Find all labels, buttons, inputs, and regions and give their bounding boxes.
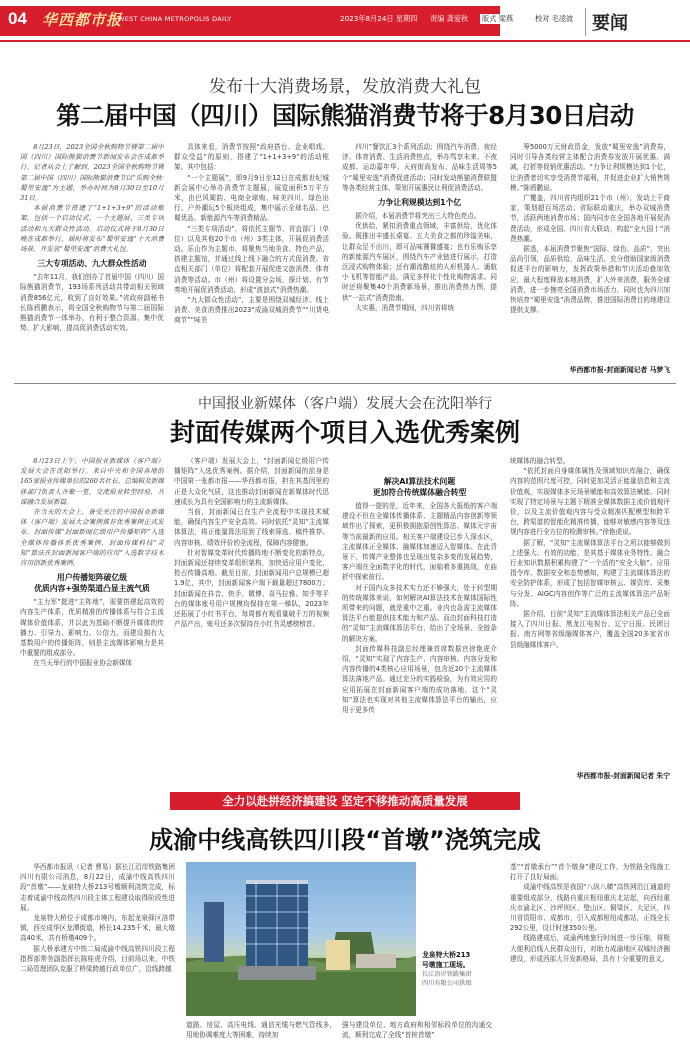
story2-subhead-2: 解决AI算法技术问题 更加符合传统媒体融合转型	[372, 477, 467, 497]
story3-paragraph: 道路、房屋、高压电线、通信光缆与燃气管线多，用地协调难度大等困难，持续加	[186, 1021, 336, 1040]
story2-paragraph: 值得一提的是，近年来，全国各大报纸的客户端建设不但在全媒体传播体系、主题精品内容创新等领域作出了探索，更积极拥抱原创性算法、媒体元宇宙等当前最新的应用。相关客户端建设已步入深水区，主流媒体正全媒体、融媒体加速迈入智媒体。在此背景下，传媒产业整体也呈现出复杂多变的发展趋势，客户端在全面数字化的时代，面临着多重挑战，在曲折中探索前行。	[342, 502, 497, 582]
photo-caption-credit: 长江沿岸铁路集团四川有限公司供图	[422, 971, 472, 987]
story3-banner-text: 全力以赴拼经济搞建设 坚定不移推动高质量发展	[222, 794, 468, 808]
story3-paragraph: 基”“首墩承台”“首个墩身”建设工作，为铁路全线施工打开了良好局面。	[510, 863, 670, 882]
story3-paragraph: 强与建设单位、地方政府和相邻标段单位的沟通交流，顺利完成了全线“首桩首墩”	[342, 1021, 492, 1040]
story1-lead-2: 本届消费节搭建了“1+1+3+9”的活动框架，包括一个启动仪式、一个主题展、三类专项活动和九大群众性活动。启动仪式将于8月30日晚在成都举行，届时将发布“蜀里安逸”十大消费场景，并发放“蜀里安逸”消费大礼包。	[20, 204, 164, 254]
header-date: 2023年8月24日 星期四	[340, 14, 418, 23]
story3-column-4	[510, 862, 670, 1044]
story2-paragraph: “主力军”挺进“主阵地”，需要搭建起高效的内容生产体系，优质精准的传播体系与符合主流媒体价值体系，并以此为基础不断提升媒体的传播力、引导力、影响力、公信力。而建设拥有大基数用户的传播矩阵，则是主流媒体影响力是其中重要的组成部分。	[20, 598, 164, 658]
story3-paragraph: 成渝中线高铁是我国“八纵八横”高铁网沿江通道的重要组成部分，线路自重庆枢纽重庆北站起，向西经重庆市渝北区、沙坪坝区、璧山区、铜梁区、大足区，四川省资阳市、成都市，引入成都枢纽成都站，正线全长292公里，设计时速350公里。	[510, 883, 670, 933]
story2-column-2	[174, 456, 329, 758]
story3-paragraph: 龙泉特大桥位于成都市境内，东起龙泉驿区洛带镇，西至成华区龙潭街道，桥长14.235千米，最大墩高40米，共有桥墩409个。	[20, 914, 175, 943]
story1-column-3	[342, 142, 497, 374]
header-editor: 责编 龚爱秋	[430, 14, 469, 23]
construction-photo	[186, 862, 416, 1016]
story2-paragraph: 据了解，“灵知”主流媒体算法平台之所以能够做到上述强大、有效的功能，是其基于媒体业务特性、融合行业知识数据积累构建了“一个活的”安全大脑”。应用指令库、数据安全和态势感知，构建了主流媒体算法的安全防护体系，形成了包括智媒审核云、媒资库、采集与分发、AIGC内容创作等广泛的主流媒体算法产品矩阵。	[510, 538, 670, 608]
bridge-pier-illustration	[186, 862, 416, 1016]
story2-lead-2: 在当天的大会上，备受关注的中国报业新媒体（客户端）发展大会案例推荐优秀案例正式发布。封面传媒“封面新闻亿级用户传播矩阵”入选全媒体传播体系优秀案例，封面传媒科技“灵知”算法在封面新闻客户端的应用”入选数字技术应用创新优秀案例。	[20, 508, 164, 568]
story2-byline: 华西都市报-封面新闻记者 朱宁	[576, 772, 670, 780]
story2-column-4	[510, 456, 670, 768]
story1-subhead-2: 力争让利规模达到1个亿	[377, 198, 462, 208]
story1-paragraph: 优供给，紧扣消费重点领域，丰富供给，优化体验。既推出丰盛长桌宴、五大美食之都的珍馐美味，让群众足不出川，即可品味饕餮盛宴；也有乐购乐享的新能源汽车展区，围绕汽车产业链进行展示，打造沉浸式购物体验；还有潮流酷炫的人形机器人、通航小飞机等智能产品，满足多样化个性化购物需求。同时还将聚集40个消费新场景，推出消费热力图，提供“一站式”消费指南。	[342, 222, 497, 302]
section-name: 要闻	[592, 13, 628, 34]
story1-column-2	[174, 142, 329, 374]
story2-paragraph: （客户端）发展大会上，“封面新闻亿级用户传播矩阵”入选优秀案例。据介绍，封面新闻的前身是中国第一张都市报——华西都市报，担在其基因里的正是大众化气质，这也推动封面新闻在新媒体时代迅速成长为具有全国影响力的主流新媒体。	[174, 457, 329, 506]
story2-column-1	[20, 456, 164, 758]
story1-kicker: 发布十大消费场景，发放消费大礼包	[209, 77, 481, 97]
page-number: 04	[8, 9, 27, 28]
story3-paragraph: 线路建成后，成渝两地旅行时间进一步压缩，将极大便利沿线人民群众出行，对助力成渝地区双城经济圈建设，形成西部大开发新格局，具有十分重要的意义。	[510, 934, 670, 963]
story1-paragraph: “去年11月，我们创办了首届中国（四川）国际熊猫消费节，193场系列活动共带动相关领域消费856亿元，收到了良好效果。”省政府副秘书长陈鸦鹏表示，将全国全秋购物节与第二届国际熊猫消费节一体举办，有利于整合资源、集中优势、扩大影响，提高促消费活动实效。	[20, 273, 164, 333]
header-proofreader: 校对 毛凌波	[535, 14, 574, 23]
masthead-english: WEST CHINA METROPOLIS DAILY	[118, 15, 232, 23]
story2-subhead-1: 用户传播矩阵破亿级 优质内容+强势渠道凸显主流气质	[34, 573, 150, 594]
story1-paragraph: “一个主题展”，即9月9日至12日在成都世纪城新会展中心举办消费节主题展，展览面积5万平方米，由巴风蜀韵、电商全球购、味美四川、绿色出行、户外潮玩5个板块组成，集中展示全球名品、巴蜀优品、新能源汽车等消费精品。	[174, 173, 329, 223]
masthead-logo: 华西都市报	[42, 11, 123, 29]
story3-banner	[170, 792, 520, 810]
story2-paragraph: 针对智媒变革时代传播阵地不断变化的新特点，封面新闻还持续变革组织架构，加快适应用户变化，抢占传播高地。截至目前，封面新闻用户总规模已超1.9亿，其中，封面新闻客户端下载量超过7800万；封面新闻在抖音、快手、微博、喜马拉雅、知乎等平台的媒体账号用户规模均保持在第一梯队，2023年还拓展了小红书平台，每周都有观看量破千万的视频产品产出，账号还多次保持在小红书灵感榜榜首。	[174, 548, 329, 629]
header-rule	[0, 40, 690, 42]
story2-paragraph: 封面传媒科技副总经理兼首席数据官徐艳虎介绍，“灵知”实现了内容生产、内容审核、内容分发和内容传播的4类核心应用场景，包含近20个主流媒体算法落地产品。通过充分的实践检验，为有效应用的应用拓展在封面新闻客户端的成功落地，这个“灵知”算法也实现对其他主流媒体算法平台的输出，应用于更多传	[342, 644, 497, 715]
photo-caption-title: 龙泉特大桥213号墩施工现场。	[422, 951, 471, 969]
section-rule	[14, 383, 676, 384]
story2-kicker: 中国报业新媒体（客户端）发展大会在沈阳举行	[198, 396, 492, 412]
header-designer: 版式 梁燕	[482, 14, 514, 23]
story3-headline: 成渝中线高铁四川段“首墩”浇筑完成	[149, 826, 541, 854]
story1-byline: 华西都市报-封面新闻记者 马梦飞	[569, 366, 670, 374]
page-header	[0, 0, 690, 46]
story2-paragraph: “依托封面自身媒体属性及领域知识库融合，确保内容的范围尺度可控，同时更加灵活正能量信息和主流价值观，实现媒体多元场景赋能和高效算法赋能。同时实现了特定场景与主题下精准全媒体数据主流价值观评价，以及主流价值观内容与受众精准匹配模型和跨平台，跨渠道的智能化精准传播，能够对敏感内容等及违规内容进行全方位的检测审核。”徐艳虎说。	[510, 467, 670, 537]
story1-paragraph: 据介绍，本届消费节将突出三大特色亮点。	[355, 212, 481, 221]
story2-paragraph: 据介绍，目前“灵知”主流媒体算法相关产品已全面接入了四川日报、黑龙江电视台、辽宁日报、民团日报、南方网等省级融媒体客户，覆盖全国20多家省市县级融媒体客户。	[510, 610, 670, 649]
story2-column-3	[342, 456, 497, 758]
story1-column-4	[510, 142, 670, 364]
story3-paragraph: 华西都市报讯（记者 曹易）据长江沿岸铁路集团四川有限公司消息，8月22日，成渝中线高铁四川段“首墩”——龙泉特大桥213号墩顺利浇筑完成，标志着成渝中线高铁四川段主体工程建设取得阶段性进展。	[20, 863, 175, 912]
story3-column-2	[186, 1020, 336, 1044]
story3-paragraph: 据大桥承建方中铁二局成渝中线高铁四川段工程指挥部常务副指挥长陈桂虎介绍，目前场以来，中铁二局管理团队克服了桥梁跨越行政单位广，沿线跨越	[20, 944, 175, 974]
story2-lead: 8月23日上午，中国报业新媒体（客户端）发展大会在沈阳举行。来自中央和全国各地的165家报业传媒单位的260名社长、总编辑及新媒体部门负责人齐聚一堂，交流报业转型经验，共谋融合发展新篇。	[20, 457, 164, 506]
story2-paragraph: 在当天举行的中国报业协会新媒体	[33, 659, 133, 668]
story2-headline: 封面传媒两个项目入选优秀案例	[169, 418, 520, 447]
story1-column-1	[20, 142, 164, 374]
story1-paragraph: 筹5000万元财政资金，发放“蜀里安逸”消费券，同时引导各类经营主体配合消费券发放开展优惠、满减，打折等促销优惠活动。“力争让利规模达到1个亿，让消费者切实享受消费节福利，并促进企业扩大销售规模。”陈鸦鹏说。	[510, 143, 670, 192]
story1-paragraph: “九大群众性活动”，主要是围绕双城经济、线上消费、美食消费推出2023“成渝双城消费节”“川货电商节”“味美	[174, 296, 329, 325]
story3-column-1	[20, 862, 175, 1042]
section-divider	[585, 8, 586, 36]
story1-subhead-1: 三大专项活动、九大群众性活动	[37, 259, 147, 269]
story1-lead: 8月23日，2023全国全秋购物节暨第二届中国（四川）国际熊猫消费节新闻发布会在成都举行。记者从会上了解到，2023全国全秋购物节暨第二届中国（四川）国际熊猫消费节以“乐购全秋·蜀里安逸”为主题，举办时间为8月30日至10月31日。	[20, 143, 164, 203]
story2-paragraph: 当前，封面新闻已在生产全流程中实现技术赋能，确保内容生产安全高效。同时依托“灵知”主流媒体算法，将正能量算法用到了线索筛选、稿件推荐、内容审核、绩效评价的全流程，保障内容健康。	[174, 508, 329, 547]
story1-paragraph: “三类专项活动”，将依托主题节、省直部门（单位）以及其他20个市（州）3类主体，开展促消费活动。乐山作为主题市，将聚焦当地美食、特色产品，搭建主题馆，并通过线上线下融合的方式促消费。省直相关部门（单位）将配套开展促进文旅消费、体育消费等活动。市（州）将设置分会场，探计划、有节奏地开展促消费活动，形成“波浪式”消费热潮。	[174, 224, 329, 294]
story3-column-3	[342, 1020, 492, 1044]
story1-paragraph: 据悉，本届消费节聚焦“国际、绿色、品质”，突出品尚引领，品质供给，品味生活，充分借助国家级消费促进平台的影响力，发挥政策举措和节庆活动叠加效应，最大程度释放本地消费，扩大外来消费，服务全球消费，进一步擦亮全国消费市场活力，同时也为四川加快培育“蜀里安逸”消费品牌，推进国际消费目的地建设提供支撑。	[510, 245, 670, 315]
photo-caption	[422, 950, 472, 988]
story1-paragraph: 四川”餐饮汇3个系列活动；围绕汽车消费、夜经济、体育消费、生活消费热点，举办骂享未来、不夜成都、运动嘉年华、天府街尚发布、品味生活周等5个“蜀里安逸”消费促进活动；同时发动熊猫消费联盟等各类经营主体，策划开展惠民让利促消费活动。	[342, 143, 497, 192]
story1-paragraph: 广覆盖，四川省内组织21个市（州），发动上千商家，策划超百场活动；省际联动重庆，举办双城消费节，活跃两地消费市场；国内同步在全国各地开展促消费活动，形成全国、四川省大联动，构起“全九国十”消费热潮。	[510, 194, 670, 243]
story2-paragraph: 统媒体的融合转型。	[510, 457, 570, 465]
story1-paragraph: 大实惠，消费节期间，四川省将统	[355, 303, 455, 312]
story2-paragraph: 对于国内众多技术实力还不够强大，处于转型期的传统媒体来说，如何解决AI算法技术在媒体国际性所带来的问题，就是重中之重。业内也急需主流媒体算法平台能提供技术能力和产品。而由封面科技打造的“灵知”主流媒体算法平台，给出了全场景、全链条的解决方案。	[342, 583, 497, 643]
story1-headline: 第二届中国（四川）国际熊猫消费节将于8月30日启动	[56, 101, 634, 130]
story1-paragraph: 具体来看，消费节按照“政府搭台、企业唱戏、群众受益”的原则，搭建了“1+1+3+9”的活动框架。其中包括：	[174, 143, 329, 172]
